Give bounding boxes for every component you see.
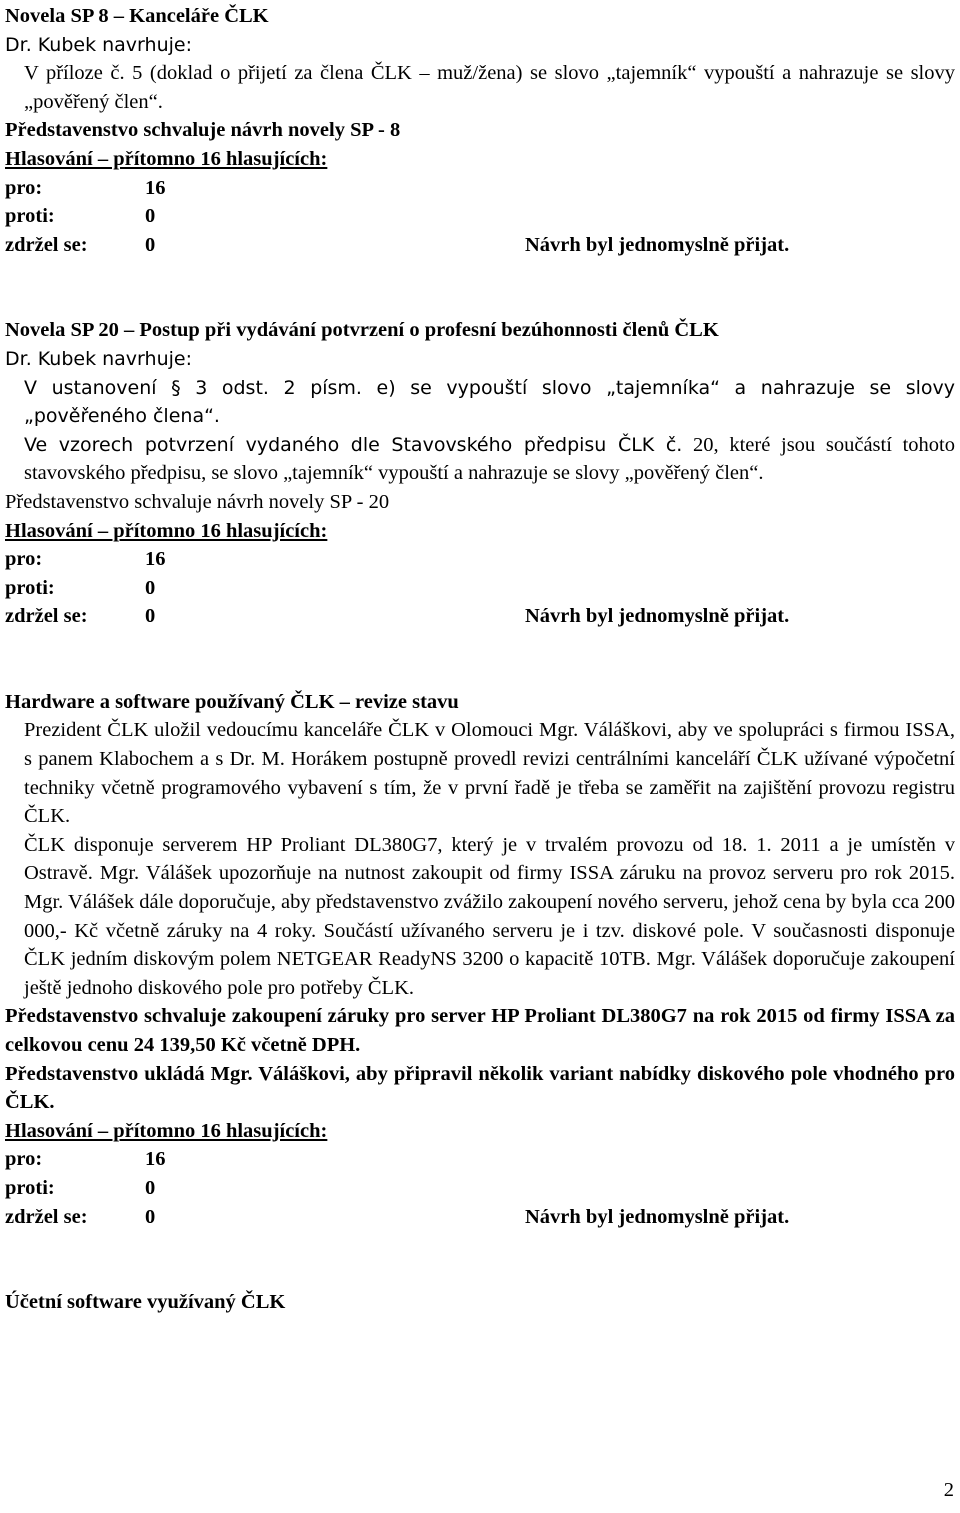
spacer	[5, 631, 955, 688]
vote-pro-value: 16	[145, 176, 166, 199]
vote-proti-label: proti:	[5, 1176, 55, 1199]
spacer	[5, 259, 955, 316]
approval-statement: Představenstvo schvaluje návrh novely SP - 8	[5, 119, 401, 142]
vote-proti-label: proti:	[5, 205, 55, 228]
vote-zdrzel-value: 0	[145, 233, 156, 256]
vote-header: Hlasování – přítomno 16 hlasujících:	[5, 147, 328, 170]
vote-pro-value: 16	[145, 548, 166, 571]
vote-result: Návrh byl jednomyslně přijat.	[525, 605, 790, 628]
vote-header: Hlasování – přítomno 16 hlasujících:	[5, 1119, 328, 1142]
proposal-text: V příloze č. 5 (doklad o přijetí za člena ČLK – muž/žena) se slovo „tajemník“ vypouští a nahrazuje se slovy „pověřený člen“.	[24, 62, 955, 113]
proposal-text: V ustanovení § 3 odst. 2 písm. e) se vypouští slovo „tajemníka“ a nahrazuje se slovy „pověřeného člena“.	[24, 376, 955, 428]
section-accounting	[5, 1288, 955, 1317]
vote-header: Hlasování – přítomno 16 hlasujících:	[5, 519, 328, 542]
document-page	[5, 2, 955, 1317]
paragraph-2: ČLK disponuje serverem HP Proliant DL380G7, který je v trvalém provozu od 18. 1. 2011 a je umístěn v Ostravě. Mgr. Válášek upozorňuje na nutnost zakoupit od firmy ISSA záruku na provoz serveru pro rok 2015. Mgr. Válášek dále doporučuje, aby představenstvo zvážilo zakoupení nového serveru, jehož cena by byla cca 200 000,- Kč včetně záruky na 4 roky. Součástí užívaného serveru je i tzv. diskové pole. V současnosti disponuje ČLK jedním diskovým polem NETGEAR ReadyNS 3200 o kapacitě 10TB. Mgr. Válášek doporučuje zakoupení ještě jednoho diskového pole pro potřeby ČLK.	[24, 833, 955, 999]
vote-zdrzel	[5, 1203, 955, 1232]
section-title: Novela SP 20 – Postup při vydávání potvrzení o profesní bezúhonnosti členů ČLK	[5, 319, 719, 342]
vote-pro	[5, 545, 955, 574]
vote-zdrzel-label: zdržel se:	[5, 233, 88, 256]
vote-zdrzel-value: 0	[145, 1205, 156, 1228]
proposer: Dr. Kubek navrhuje:	[5, 33, 192, 56]
vote-zdrzel	[5, 231, 955, 260]
section-title: Hardware a software používaný ČLK – revize stavu	[5, 690, 459, 713]
page-number: 2	[943, 1479, 954, 1501]
vote-pro-value: 16	[145, 1148, 166, 1171]
vote-pro	[5, 174, 955, 203]
vote-proti	[5, 202, 955, 231]
section-sp8	[5, 2, 955, 259]
vote-proti-label: proti:	[5, 576, 55, 599]
vote-zdrzel-label: zdržel se:	[5, 1205, 88, 1228]
vote-proti	[5, 574, 955, 603]
proposal-text-2a: Ve vzorech potvrzení vydaného dle Stavovského předpisu ČLK č.	[24, 433, 683, 456]
vote-pro-label: pro:	[5, 1148, 43, 1171]
task-statement: Představenstvo ukládá Mgr. Váláškovi, aby připravil několik variant nabídky diskového pole vhodného pro ČLK.	[5, 1062, 955, 1114]
section-hardware	[5, 688, 955, 1231]
section-title: Účetní software využívaný ČLK	[5, 1291, 286, 1314]
vote-proti-value: 0	[145, 1176, 156, 1199]
section-sp20	[5, 316, 955, 631]
approval-statement: Představenstvo schvaluje návrh novely SP - 20	[5, 490, 390, 513]
vote-pro-label: pro:	[5, 548, 43, 571]
vote-result: Návrh byl jednomyslně přijat.	[525, 1205, 790, 1228]
vote-pro-label: pro:	[5, 176, 43, 199]
vote-pro	[5, 1145, 955, 1174]
vote-zdrzel	[5, 602, 955, 631]
vote-result: Návrh byl jednomyslně přijat.	[525, 233, 790, 256]
proposal-text-2	[5, 431, 955, 488]
vote-proti-value: 0	[145, 576, 156, 599]
paragraph-1: Prezident ČLK uložil vedoucímu kanceláře ČLK v Olomouci Mgr. Váláškovi, aby ve spolupráci s firmou ISSA, s panem Klabochem a s Dr. M. Horákem postupně provedl revizi centrálními kanceláří ČLK užívané výpočetní techniky včetně programového vybavení s tím, že v první řadě je třeba se zaměřit na zajištění provozu registru ČLK.	[24, 719, 955, 828]
spacer	[5, 1231, 955, 1288]
approval-statement: Představenstvo schvaluje zakoupení záruky pro server HP Proliant DL380G7 na rok 2015 od firmy ISSA za celkovou cenu 24 139,50 Kč včetně DPH.	[5, 1005, 955, 1056]
vote-zdrzel-value: 0	[145, 605, 156, 628]
vote-proti	[5, 1174, 955, 1203]
proposal-text-2b: 20, které jsou součástí tohoto stavovského předpisu, se slovo „tajemník“ vypouští a nahrazuje se slovy „pověřený člen“.	[24, 433, 955, 485]
vote-zdrzel-label: zdržel se:	[5, 605, 88, 628]
section-title: Novela SP 8 – Kanceláře ČLK	[5, 5, 269, 27]
proposer: Dr. Kubek navrhuje:	[5, 347, 192, 370]
vote-proti-value: 0	[145, 205, 156, 228]
